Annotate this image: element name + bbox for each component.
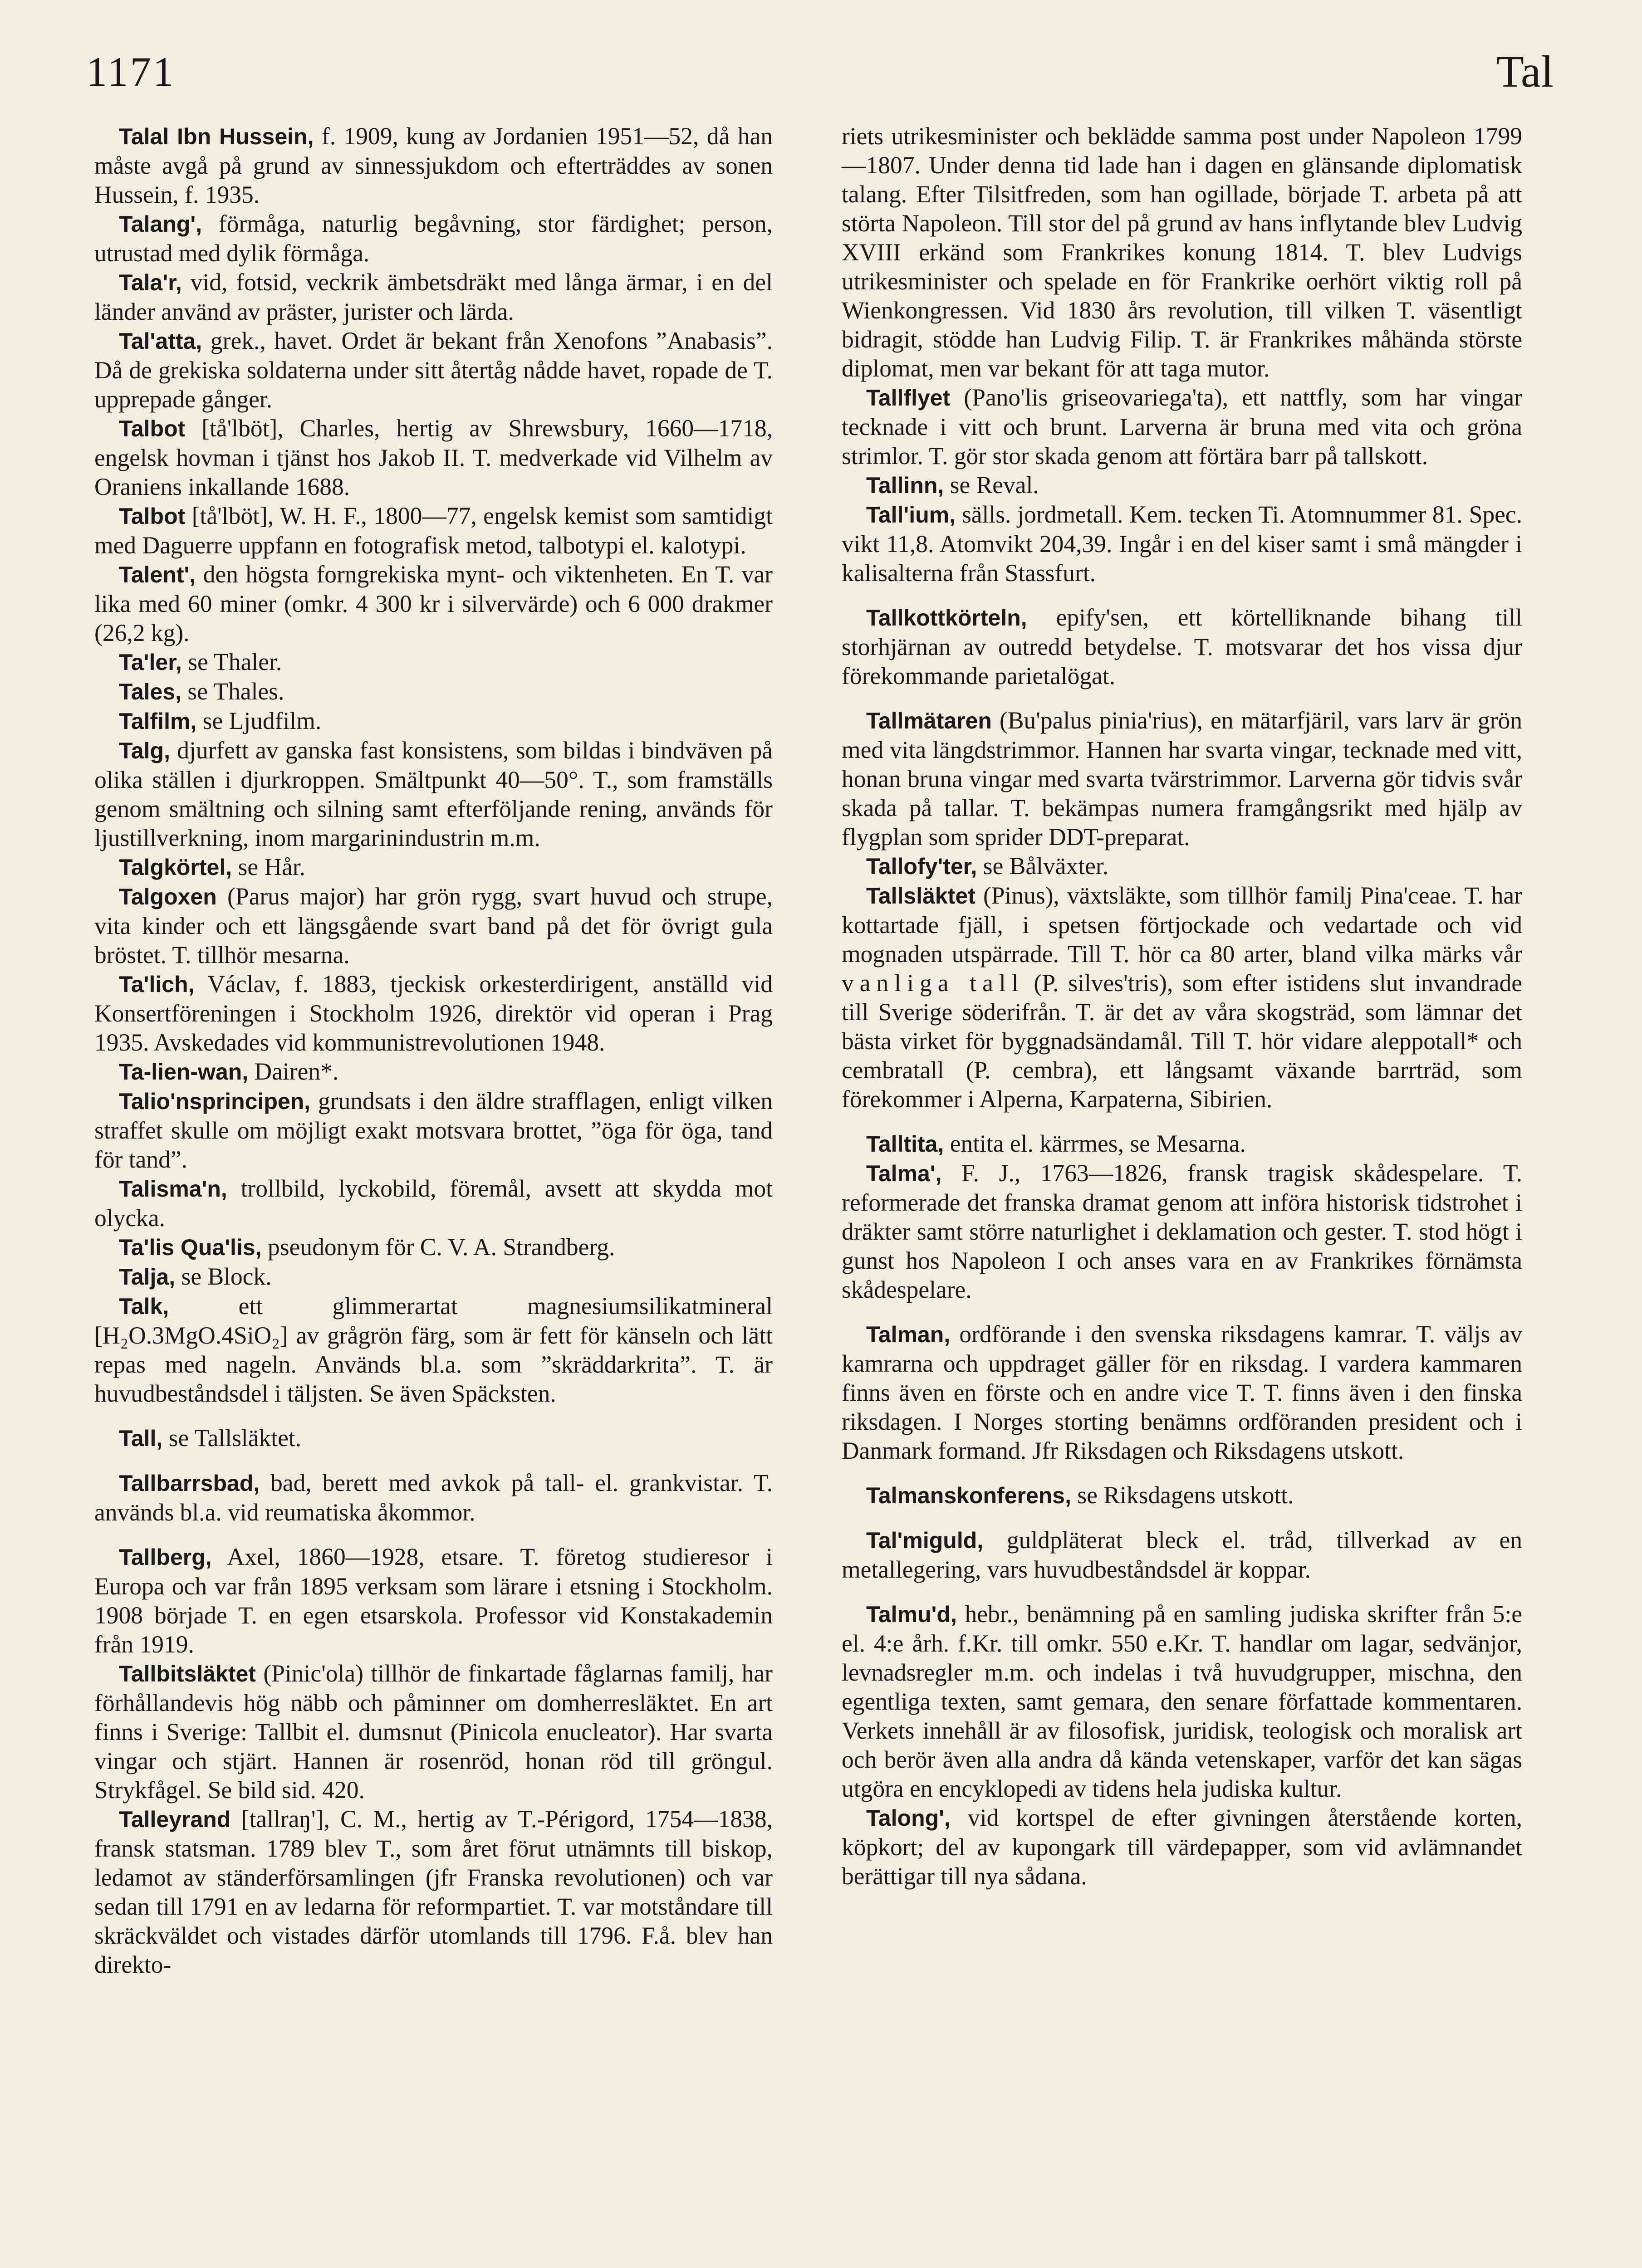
- dictionary-entry: [94, 969, 773, 1057]
- entry-headword: Tall'ium,: [866, 502, 956, 528]
- entry-headword: Talleyrand: [119, 1807, 231, 1832]
- entry-headword: Talbot: [119, 503, 186, 529]
- entry-text: [tå'lböt], Charles, hertig av Shrewsbury, 1660—1718, engelsk hovman i tjänst hos Jakob II. T. medverkade vid Vilhelm av Oraniens inkallande 1688.: [94, 415, 773, 500]
- dictionary-entry: [842, 851, 1522, 881]
- entry-headword: Ta'lis Qua'lis,: [119, 1235, 262, 1260]
- entry-text: se Bålväxter.: [977, 852, 1109, 880]
- entry-text: se Hår.: [232, 853, 306, 880]
- entry-headword: Talio'nsprincipen,: [119, 1089, 311, 1114]
- guide-word: Tal: [1496, 46, 1554, 97]
- dictionary-entry: [842, 500, 1522, 587]
- entry-headword: Talal Ibn Hussein,: [119, 124, 314, 149]
- entry-text: den högsta forngrekiska mynt- och viktenheten. En T. var lika med 60 miner (omkr. 4 300 kr i silvervärde) och 6 000 drakmer (26,2 kg).: [94, 561, 773, 646]
- dictionary-entry: [94, 736, 773, 852]
- entry-text: bad, berett med avkok på tall- el. grankvistar. T. används bl.a. vid reumatiska åkommor.: [94, 1469, 773, 1526]
- entry-headword: Tallbarrsbad,: [119, 1471, 260, 1496]
- entry-headword: Talfilm,: [119, 709, 197, 734]
- dictionary-entry: [842, 1320, 1522, 1465]
- entry-text: trollbild, lyckobild, föremål, avsett att skydda mot olycka.: [94, 1175, 773, 1232]
- entry-text: djurfett av ganska fast konsistens, som bildas i bindväven på olika ställen i djurkroppen. Smältpunkt 40—50°. T., som framställs genom smältning och silning samt efterföljande rening, används för ljustillverkning, inom margarinindustrin m.m.: [94, 737, 773, 851]
- entry-text: (P. silves'tris), som efter istidens slut invandrade till Sverige söderifrån. T. är det av våra skogsträd, som lämnar det bästa virket för byggnadsändamål. Till T. hör vidare aleppotall* och cembratall (P. cembra), ett långsamt växande barrträd, som förekommer i Alperna, Karpaterna, Sibirien.: [842, 969, 1522, 1113]
- entry-text: hebr., benämning på en samling judiska skrifter från 5:e el. 4:e årh. f.Kr. till omkr. 550 e.Kr. T. handlar om lagar, sedvänjor, levnadsregler m.m. och indelas i två huvudgrupper, mischna, den egentliga texten, samt gemara, den senare författade kommentaren. Verkets innehåll är av filosofisk, juridisk, teologisk och moralisk art och berör även alla andra då kända vetenskaper, varför det kan sägas utgöra en encyklopedi av tidens hela judiska kultur.: [842, 1600, 1522, 1802]
- dictionary-entry: [842, 383, 1522, 470]
- dictionary-entry: [842, 470, 1522, 500]
- entry-headword: Ta-lien-wan,: [119, 1059, 249, 1085]
- dictionary-entry: [94, 1542, 773, 1659]
- dictionary-entry: [94, 1086, 773, 1174]
- dictionary-entry: [94, 501, 773, 560]
- dictionary-entry: [94, 882, 773, 969]
- entry-headword: Tal'atta,: [119, 328, 202, 354]
- dictionary-entry: [94, 1291, 773, 1408]
- dictionary-entry: [94, 560, 773, 647]
- entry-headword: Ta'lich,: [119, 972, 195, 997]
- entry-text: guldpläterat bleck el. tråd, tillverkad av en metallegering, vars huvudbeståndsdel är koppar.: [842, 1526, 1522, 1583]
- dictionary-entry: [842, 122, 1522, 383]
- entry-headword: Tal'miguld,: [866, 1528, 984, 1553]
- entry-headword: Tallofy'ter,: [866, 854, 977, 879]
- entry-headword: Tall,: [119, 1426, 163, 1451]
- dictionary-entry: [94, 268, 773, 326]
- entry-text: (Bu'palus pinia'rius), en mätarfjäril, vars larv är grön med vita längdstrimmor. Hannen har svarta vingar, tecknade med vitt, honan bruna vingar med svarta tvärstrimmor. Larverna gör tidvis svår skada på tallar. T. bekämpas numera framgångsrikt med hjälp av flygplan som sprider DDT-preparat.: [842, 707, 1522, 850]
- entry-text: (Parus major) har grön rygg, svart huvud och strupe, vita kinder och ett längsgående svart band på det för övrigt gula bröstet. T. tillhör mesarna.: [94, 883, 773, 968]
- dictionary-entry: [94, 1057, 773, 1086]
- entry-headword: Talbot: [119, 416, 186, 441]
- entry-text: riets utrikesminister och beklädde samma post under Napoleon 1799—1807. Under denna tid lade han i dagen en glänsande diplomatisk talang. Efter Tilsitfreden, som han ogillade, började T. arbeta på att störta Napoleon. Till stor del på grund av hans inflytande blev Ludvig XVIII erkänd som Frankrikes konung 1814. T. blev Ludvigs utrikesminister och spelade en för Frankrike oerhört viktig roll på Wienkongressen. Vid 1830 års revolution, till vilken T. väsentligt bidragit, stödde han Ludvig Filip. T. är Frankrikes måhända störste diplomat, men var bekant för att taga mutor.: [842, 122, 1522, 382]
- page-number: 1171: [86, 49, 176, 95]
- entry-text: F. J., 1763—1826, fransk tragisk skådespelare. T. reformerade det franska dramat genom att införa historisk tidstrohet i dräkter samt större naturlighet i deklamation och gester. T. stod högt i gunst hos Napoleon I och anses vara en av Frankrikes förnämsta skådespelare.: [842, 1159, 1522, 1303]
- entry-headword: Talma',: [866, 1161, 942, 1186]
- entry-text: f. 1909, kung av Jordanien 1951—52, då han måste avgå på grund av sinnessjukdom och efterträddes av sonen Hussein, f. 1935.: [94, 122, 773, 208]
- entry-headword: Talg,: [119, 738, 170, 763]
- entry-headword: Tallinn,: [866, 473, 944, 498]
- entry-text: ett glimmerartat magnesiumsilikatmineral [H₂O.3MgO.4SiO₂] av grågrön färg, som är fett för känseln och lätt repas med nageln. Används bl.a. som ”skräddarkrita”. T. är huvudbeståndsdel i täljsten. Se även Späcksten.: [94, 1292, 773, 1407]
- dictionary-entry: [94, 677, 773, 706]
- entry-text: entita el. kärrmes, se Mesarna.: [944, 1130, 1246, 1157]
- dictionary-entry: [94, 414, 773, 501]
- entry-headword: Tallmätaren: [866, 708, 992, 733]
- entry-text: (Pano'lis griseovariega'ta), ett nattfly, som har vingar tecknade i vitt och brunt. Larverna är bruna med vita och gröna strimlor. T. gör stor skada genom att förtära barr på tallskott.: [842, 384, 1522, 469]
- entry-headword: Talisma'n,: [119, 1176, 227, 1202]
- entry-text: [tå'lböt], W. H. F., 1800—77, engelsk kemist som samtidigt med Daguerre uppfann en fotografisk metod, talbotypi el. kalotypi.: [94, 502, 773, 559]
- entry-text: se Thales.: [181, 678, 284, 705]
- entry-headword: Tallbitsläktet: [119, 1661, 256, 1686]
- entry-text: se Ljudfilm.: [196, 707, 322, 734]
- entry-text: se Thaler.: [181, 648, 282, 675]
- entry-text: Axel, 1860—1928, etsare. T. företog studieresor i Europa och var från 1895 verksam som lärare i etsning i Stockholm. 1908 började T. en egen etsarskola. Professor vid Konstakademin från 1919.: [94, 1543, 773, 1658]
- dictionary-entry: [842, 603, 1522, 690]
- entry-headword: Talang',: [119, 211, 202, 237]
- entry-headword: Talmu'd,: [866, 1602, 957, 1627]
- entry-headword: Talk,: [119, 1294, 169, 1319]
- entry-headword: Ta'ler,: [119, 650, 182, 675]
- dictionary-entry: [94, 326, 773, 414]
- entry-text: se Reval.: [944, 471, 1039, 499]
- dictionary-entry: [94, 1423, 773, 1453]
- dictionary-entry: [94, 1262, 773, 1291]
- entry-text: sälls. jordmetall. Kem. tecken Ti. Atomnummer 81. Spec. vikt 11,8. Atomvikt 204,39. Ingår i en del kiser samt i små mängder i kalisalterna från Stassfurt.: [842, 501, 1522, 587]
- dictionary-entry: [94, 852, 773, 882]
- entry-headword: Talltita,: [866, 1131, 944, 1157]
- entry-text: se Tallsläktet.: [162, 1424, 302, 1452]
- entry-headword: Talgoxen: [119, 884, 217, 909]
- dictionary-entry: [842, 1129, 1522, 1158]
- dictionary-entry: [842, 706, 1522, 851]
- entry-headword: Tallkottkörteln,: [866, 605, 1027, 631]
- entry-text: (Pinic'ola) tillhör de finkartade fåglarnas familj, har förhållandevis hög näbb och påminner om domherresläktet. En art finns i Sverige: Tallbit el. dumsnut (Pinicola enucleator). Har svarta vingar och stjärt. Hannen är rosenröd, honan röd till gröngul. Strykfågel. Se bild sid. 420.: [94, 1660, 773, 1804]
- entry-headword: Tales,: [119, 679, 182, 704]
- entry-headword: Tallberg,: [119, 1545, 212, 1570]
- dictionary-entry: [842, 1525, 1522, 1584]
- dictionary-entry: [94, 1659, 773, 1804]
- entry-text: (Pinus), växtsläkte, som tillhör familj Pina'ceae. T. har kottartade fjäll, i spetsen förtjockade och vedartade och vid mognaden utspärrade. Till T. hör ca 80 arter, bland vilka märks vår: [842, 882, 1522, 968]
- entry-emphasis: vanliga tall: [842, 969, 1024, 997]
- entry-text: Václav, f. 1883, tjeckisk orkesterdirigent, anställd vid Konsertföreningen i Stockholm 1926, direktör vid operan i Prag 1935. Avskedades vid kommunistrevolutionen 1948.: [94, 970, 773, 1056]
- entry-text: epify'sen, ett körtelliknande bihang till storhjärnan av outredd betydelse. T. motsvarar det hos vissa djur förekommande parietalögat.: [842, 604, 1522, 689]
- entry-text: grek., havet. Ordet är bekant från Xenofons ”Anabasis”. Då de grekiska soldaterna under sitt återtåg nådde havet, ropade de T. upprepade gånger.: [94, 327, 773, 413]
- dictionary-entry: [94, 1804, 773, 1979]
- entry-text: Dairen*.: [248, 1058, 339, 1085]
- dictionary-entry: [94, 122, 773, 209]
- dictionary-entry: [842, 1599, 1522, 1803]
- dictionary-entry: [94, 647, 773, 677]
- entry-text: [tallraŋ'], C. M., hertig av T.-Périgord, 1754—1838, fransk statsman. 1789 blev T., som året förut utnämnts till biskop, ledamot av ständerförsamlingen (jfr Franska revolutionen) och var sedan till 1791 en av ledarna för reformpartiet. T. var motståndare till skräckväldet och vistades därför utomlands till 1796. F.å. blev han direkto-: [94, 1805, 773, 1978]
- dictionary-entry: [94, 706, 773, 736]
- entry-headword: Talent',: [119, 562, 196, 587]
- entry-headword: Tallsläktet: [866, 883, 975, 909]
- entry-headword: Tallflyet: [866, 385, 951, 411]
- dictionary-entry: [842, 1803, 1522, 1891]
- entry-text: se Block.: [175, 1263, 272, 1290]
- dictionary-entry: [94, 1232, 773, 1262]
- dictionary-entry: [94, 1174, 773, 1232]
- left-column: [94, 122, 773, 1979]
- right-column: [842, 122, 1522, 1891]
- entry-headword: Talja,: [119, 1264, 176, 1290]
- entry-text: ordförande i den svenska riksdagens kamrar. T. väljs av kamrarna och uppdraget gäller för en riksdag. I vardera kammaren finns även en förste och en andre vice T. T. finns även i den finska riksdagen. I Norges storting benämns ordföranden president och i Danmark formand. Jfr Riksdagen och Riksdagens utskott.: [842, 1320, 1522, 1464]
- entry-text: se Riksdagens utskott.: [1071, 1481, 1294, 1509]
- dictionary-entry: [842, 1481, 1522, 1510]
- entry-headword: Talman,: [866, 1322, 951, 1347]
- entry-text: pseudonym för C. V. A. Strandberg.: [261, 1233, 615, 1261]
- entry-text: vid kortspel de efter givningen återstående korten, köpkort; del av kupongark till värdepapper, som vid avlämnandet berättigar till nya sådana.: [842, 1804, 1522, 1890]
- entry-headword: Talong',: [866, 1805, 951, 1831]
- dictionary-entry: [94, 1468, 773, 1527]
- entry-text: förmåga, naturlig begåvning, stor färdighet; person, utrustad med dylik förmåga.: [94, 210, 773, 267]
- entry-text: grundsats i den äldre strafflagen, enligt vilken straffet skulle om möjligt exakt motsvara brottet, ”öga för öga, tand för tand”.: [94, 1087, 773, 1173]
- entry-headword: Talmanskonferens,: [866, 1483, 1072, 1508]
- entry-headword: Tala'r,: [119, 270, 182, 295]
- entry-text: vid, fotsid, veckrik ämbetsdräkt med långa ärmar, i en del länder använd av präster, jurister och lärda.: [94, 269, 773, 325]
- dictionary-entry: [94, 209, 773, 268]
- dictionary-entry: [842, 1158, 1522, 1304]
- entry-headword: Talgkörtel,: [119, 855, 232, 880]
- dictionary-entry: [842, 881, 1522, 1114]
